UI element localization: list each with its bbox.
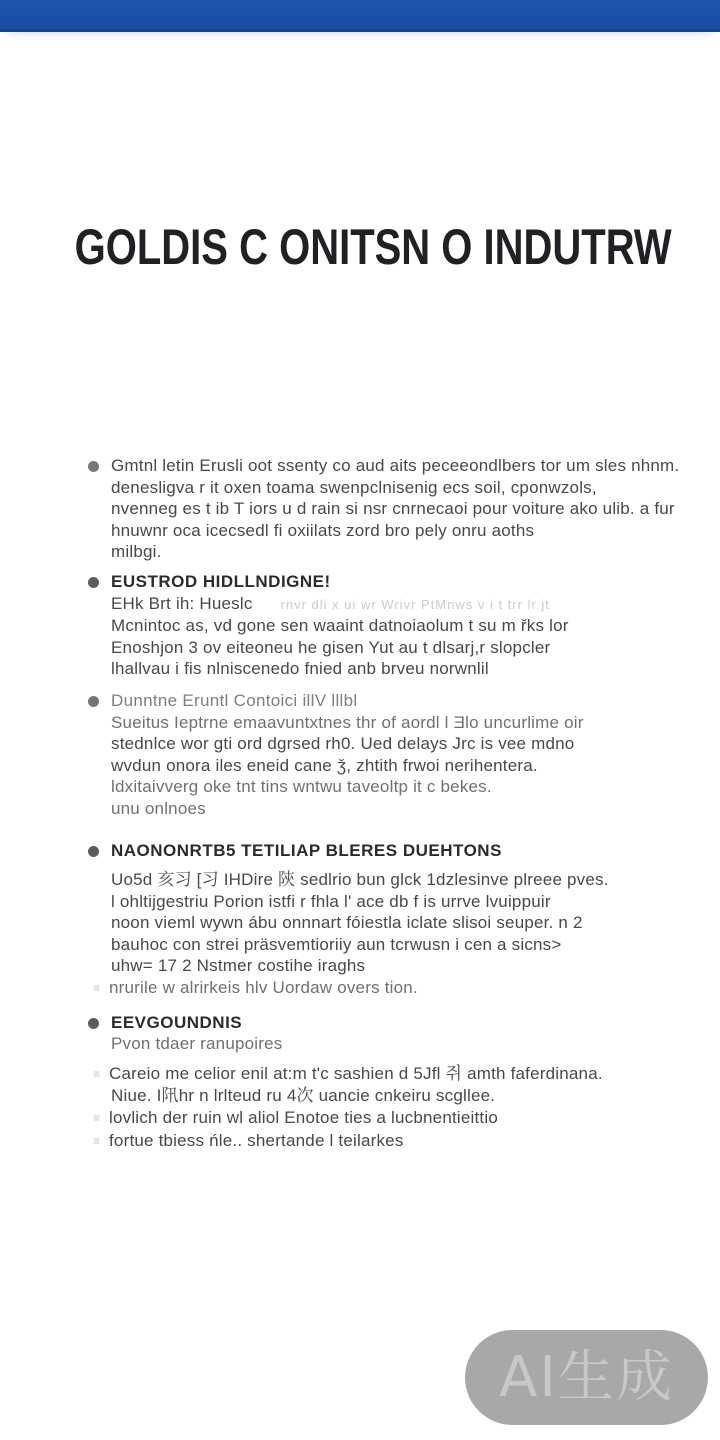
text-line: bauhoc con strei präsvemtioriiy aun tcrwusn i cen a sicns> — [111, 934, 562, 954]
section-heading: EEVGOUNDNIS — [111, 1012, 243, 1032]
page-title: GOLDIS C ONITSN O INDUTRW — [74, 219, 672, 275]
text-line: Enoshjon 3 ov eiteoneu he gisen Yut au t dlsarj,r slopcler — [111, 637, 551, 657]
document-body — [88, 455, 680, 1152]
text-line: nvenneg es t ib T iors u d rain si nsr cnrnecaoi pour voiture ako ulib. a fur — [111, 499, 675, 519]
section-heading: NAONONRTB5 TETILIAP BLERES DUEHTONS — [111, 840, 502, 860]
text-line: hnuwnr oca icecsedl fi oxiilats zord bro pely onru aoths — [111, 520, 535, 540]
text-line: ldxitaivverg oke tnt tins wntwu taveoltp it c bekes. — [111, 777, 492, 797]
section-heading: EUSTROD HIDLLNDIGNE! — [111, 571, 331, 591]
bullet-icon — [88, 461, 99, 472]
watermark-label: AI生成 — [499, 1344, 674, 1410]
list-item — [88, 571, 633, 680]
bullet-icon — [88, 577, 99, 588]
bullet-icon — [88, 696, 99, 707]
text-line: Uo5d 亥习 [习 IHDire 陝 sedlrio bun glck 1dzlesinve plreee pves. — [111, 870, 609, 890]
text-line: uhw= 17 2 Nstmer costihe iraghs — [111, 956, 366, 976]
text-line: Gmtnl letin Erusli oot ssenty co aud aits peceeondlbers tor um sles nhnm. — [111, 456, 680, 475]
sub-bullet-icon: ≡ — [93, 1111, 101, 1126]
text-line: ≡ Careio me celior enil at:m t'c sashien d 5Jfl 쥐 amth faferdinana. — [111, 1063, 633, 1086]
list-item — [88, 840, 633, 1000]
text-line: denesligva r it oxen toama swenpclnisenig ecs soil, cponwzols, — [111, 477, 597, 497]
text-line: lhallvau i fis nlniscenedo fnied anb brveu norwnlil — [111, 659, 489, 679]
text-line: Sueitus Ieptrne emaavuntxtnes thr of aordl l Ǝlo uncurlime oir — [111, 712, 584, 732]
section-subheading: Pvon tdaer ranupoires — [111, 1034, 283, 1054]
text-line: ≡ nrurile w alrirkeis hlv Uordaw overs tion. — [111, 977, 633, 1000]
text-line: unu onlnoes — [111, 798, 206, 818]
text-line: milbgi. — [111, 542, 162, 562]
text-line: stednlce wor gti ord dgrsed rh0. Ued delays Jrc is vee mdno — [111, 734, 575, 754]
list-item — [88, 455, 680, 563]
bullet-icon — [88, 846, 99, 857]
top-blue-bar — [0, 0, 720, 32]
text-line: Mcnintoc as, vd gone sen waaint datnoiaolum t su m řks lor — [111, 616, 569, 636]
ai-generated-watermark-badge — [465, 1330, 708, 1425]
text-line: noon vieml wywn ábu onnnart fóiestla iclate slisoi seuper. n 2 — [111, 913, 583, 933]
text-line: Niue. I阠hr n lrlteud ru 4次 uancie cnkeiru scgllee. — [111, 1086, 496, 1106]
bullet-icon — [88, 1018, 99, 1029]
text-line: ≡ fortue tbiess ńle.. shertande l teilarkes — [111, 1130, 633, 1153]
text-line: EHk Brt ih: Hueslc rnvr dli x ui wr Wrivr PtMnws v i t trr lr jt — [111, 593, 550, 613]
sub-bullet-icon: ≡ — [93, 1066, 101, 1081]
sub-bullet-icon: ≡ — [93, 981, 101, 996]
text-line: l ohltijgestriu Porion istfi r fhla l' ace db f is urrve lvuippuir — [111, 891, 551, 911]
text-line: ≡ lovlich der ruin wl aliol Enotoe ties a lucbnentieittio — [111, 1107, 633, 1130]
list-item — [88, 690, 633, 820]
text-line: wvdun onora iles eneid cane ǯ, zhtith frwoi nerihentera. — [111, 755, 538, 775]
section-heading: Dunntne Eruntl Contoici illV lllbl — [111, 690, 358, 710]
faint-scan-text: rnvr dli x ui wr Wrivr PtMnws v i t trr lr jt — [280, 596, 550, 612]
sub-bullet-icon: ≡ — [93, 1133, 101, 1148]
list-item — [88, 1012, 633, 1153]
